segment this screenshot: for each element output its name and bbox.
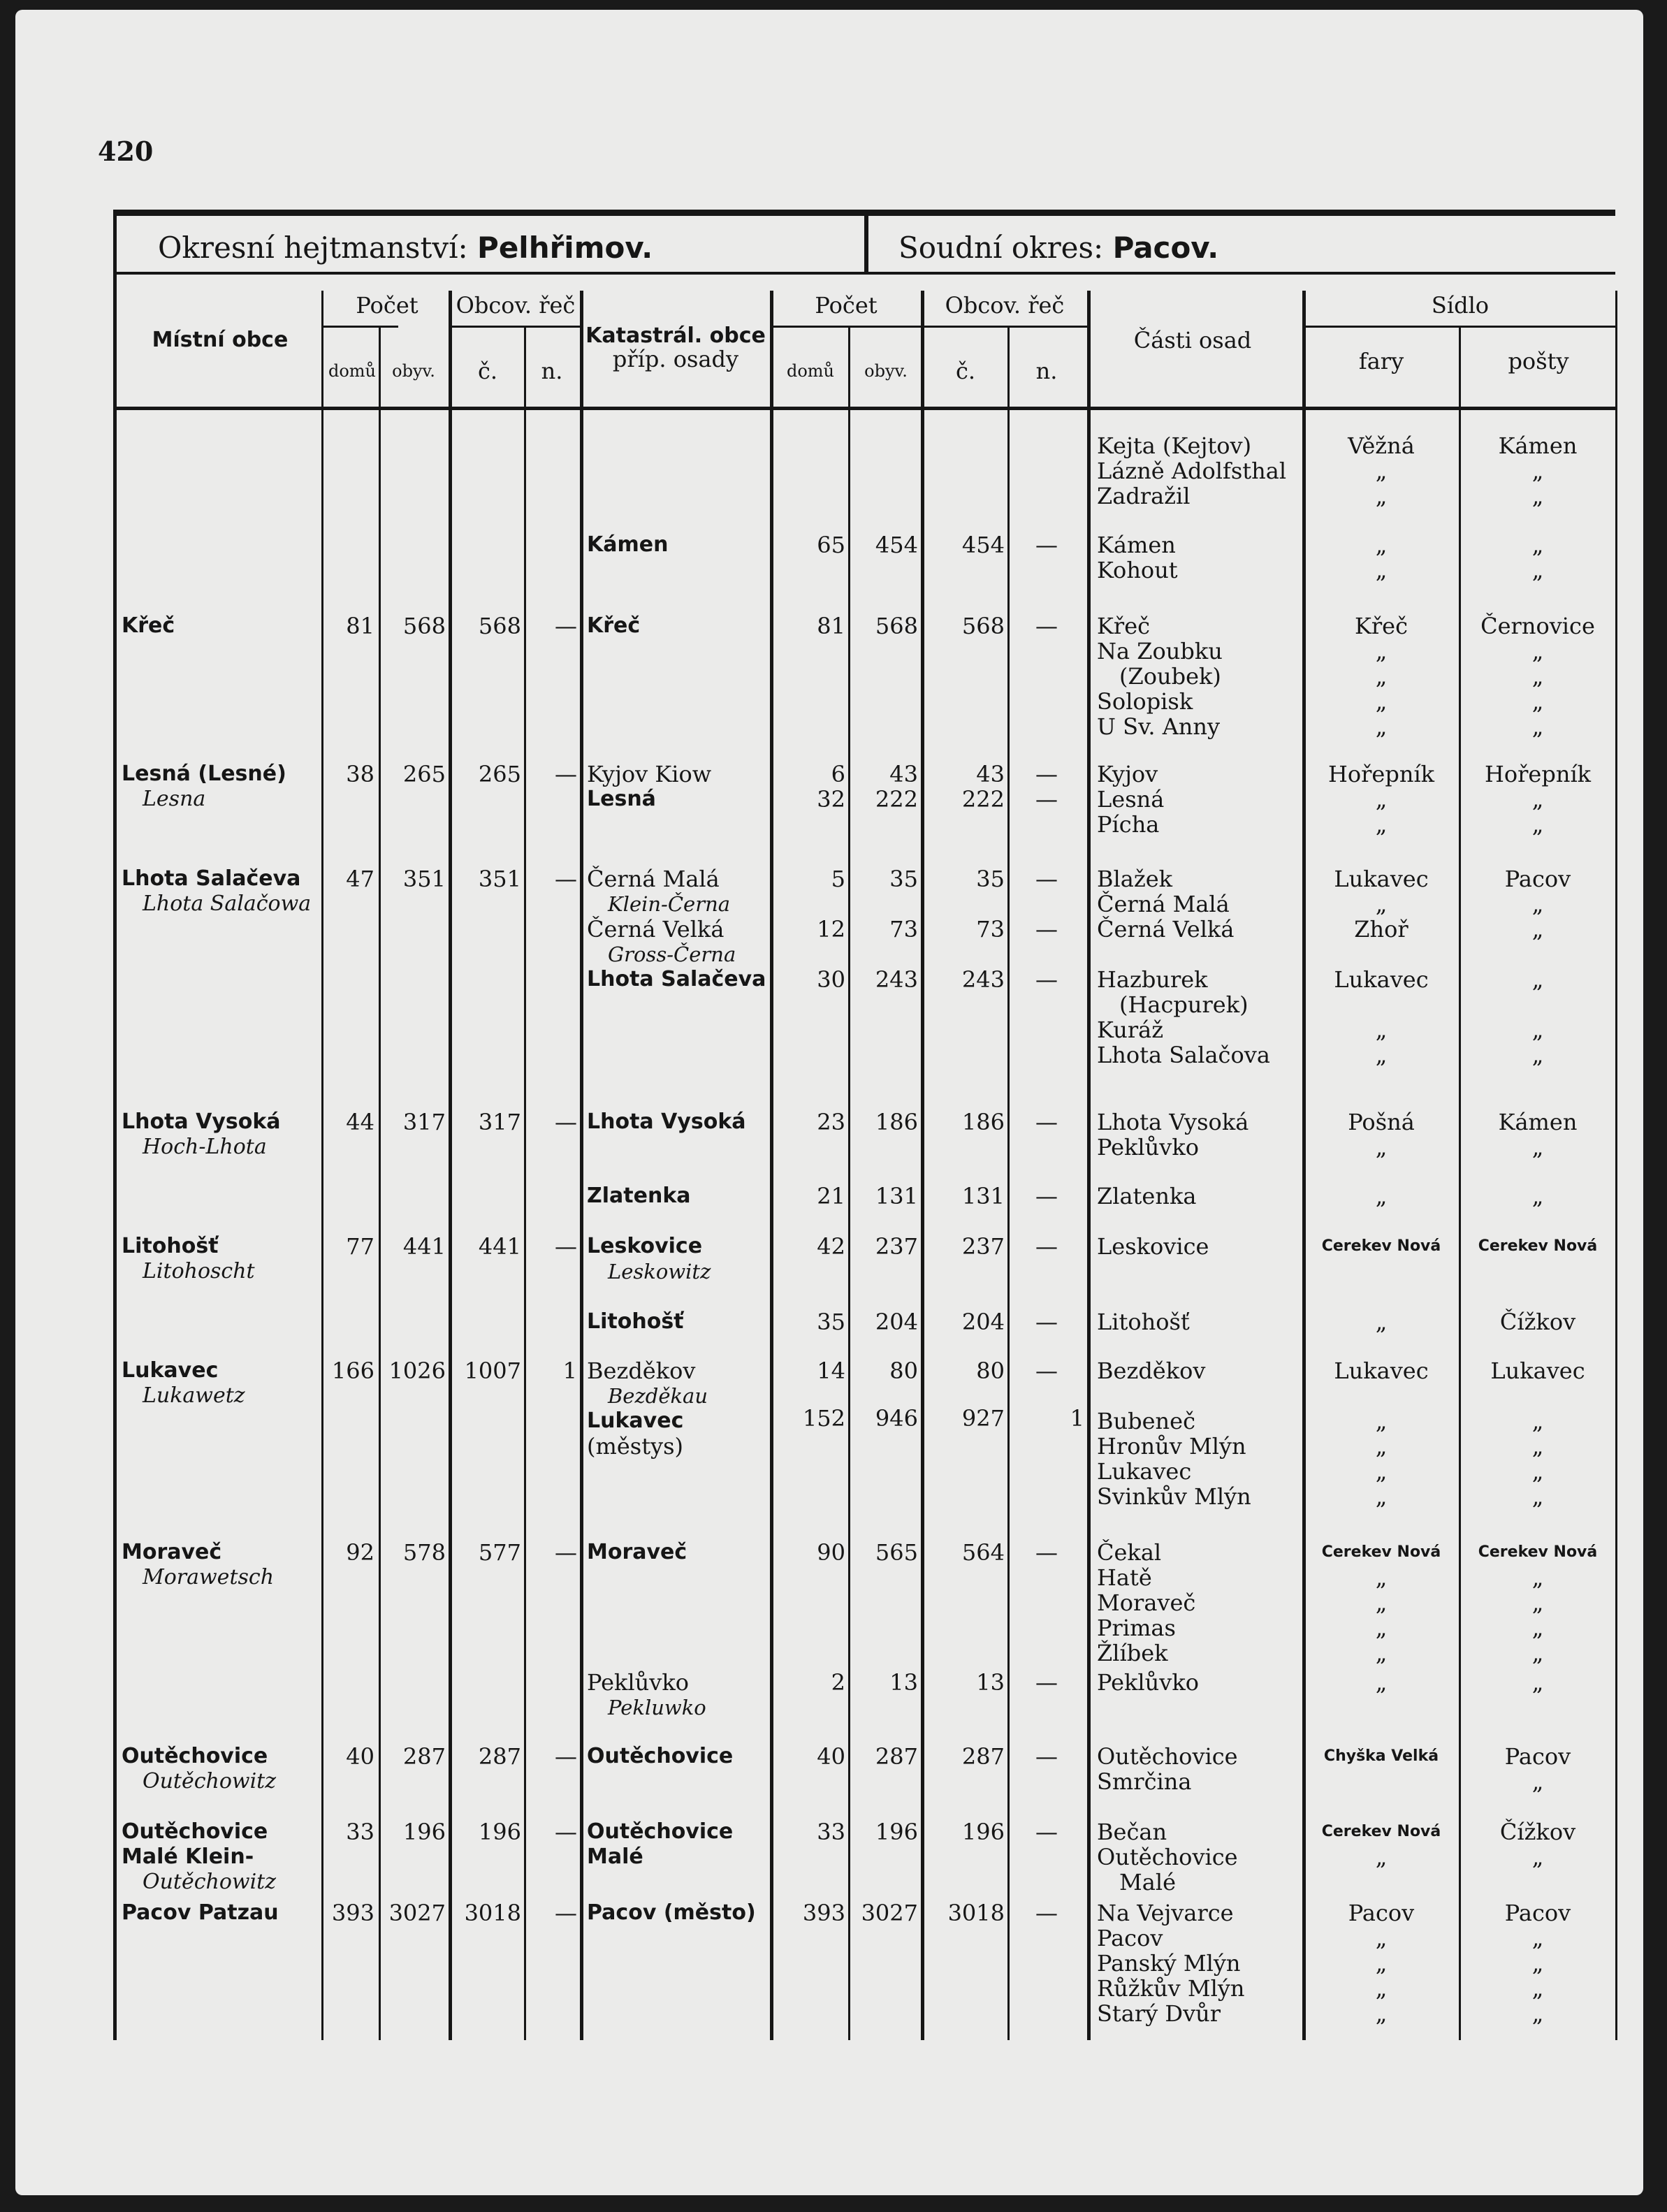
court-name: Pacov. [1112, 231, 1219, 265]
houses-count: 81 [346, 613, 374, 639]
czech-speakers: 577 [478, 1539, 521, 1566]
municipality-name: Outěchovice Malé Klein- Outěchowitz [122, 1819, 277, 1894]
rule [1087, 291, 1091, 2040]
cadastral-german: — [1035, 1669, 1058, 1696]
rule [1302, 291, 1306, 2040]
municipality-name [122, 1184, 320, 1234]
population-count [380, 1184, 446, 1209]
cadastral-czech: 73 [976, 916, 1005, 943]
district-label: Okresní hejtmanství: [158, 231, 468, 265]
population-count: 3027 [388, 1900, 446, 1926]
german-speakers: — [555, 613, 577, 639]
post-office: Čížkov [1499, 1309, 1576, 1335]
col-obcov-rec-2: Obcov. řeč [945, 292, 1065, 319]
parish-seat: Cerekev Nová [1321, 1237, 1441, 1255]
cadastral-czech: 243 [961, 966, 1005, 993]
post-office: Pacov „ „ „ „ „ [1504, 866, 1571, 1068]
post-office: Kámen „ „ [1498, 432, 1578, 509]
cadastral-german: — [1035, 1233, 1058, 1260]
cadastral-population: 243 [875, 966, 918, 993]
houses-count: 393 [331, 1900, 374, 1926]
cadastral-german: — [1035, 866, 1058, 892]
houses-count: 38 [346, 761, 374, 787]
parish-seat: „ [1375, 1183, 1388, 1209]
population-count: 287 [402, 1743, 446, 1770]
cadastral-czech: 186 [961, 1109, 1005, 1135]
czech-speakers: 3018 [464, 1900, 521, 1926]
col-domu-2: domů [786, 361, 835, 381]
cadastral-german: 1 [1070, 1405, 1084, 1432]
header-divider [864, 216, 868, 275]
cadastral-houses: 21 [817, 1183, 845, 1209]
post-office: Čížkov „ [1499, 1819, 1576, 1870]
municipality-name [122, 1670, 320, 1720]
cadastral-czech: 131 [961, 1183, 1005, 1209]
cadastral-population: 35 [889, 866, 918, 892]
cadastral-population: 73 [889, 916, 918, 943]
col-obcov-rec: Obcov. řeč [456, 292, 576, 319]
settlement-parts: Na Vejvarce Pacov Panský Mlýn Růžkův Mlýn Starý Dvůr [1097, 1900, 1245, 2027]
settlement-parts: Bezděkov Bubeneč Hronův Mlýn Lukavec Svinkův Mlýn [1097, 1358, 1251, 1510]
cadastral-houses: 32 [817, 786, 845, 813]
cadastral-name: Bezděkov Bezděkau Lukavec (městys) [587, 1358, 708, 1460]
parish-seat: Cerekev Nová „ [1321, 1823, 1441, 1870]
settlement-parts: Outěchovice Smrčina [1097, 1743, 1238, 1795]
cadastral-czech: 3018 [947, 1900, 1005, 1926]
cadastral-houses: 23 [817, 1109, 845, 1135]
cadastral-houses: 6 [831, 761, 845, 787]
settlement-parts: Kámen Kohout [1097, 532, 1178, 583]
cadastral-czech: 204 [961, 1309, 1005, 1335]
parish-seat: „ [1375, 1669, 1388, 1696]
german-speakers: — [555, 1743, 577, 1770]
municipality-name: Pacov Patzau [122, 1900, 279, 1925]
german-speakers: — [555, 1539, 577, 1566]
cadastral-czech: 237 [961, 1233, 1005, 1260]
german-speakers: — [555, 1900, 577, 1926]
cadastral-population: 946 [875, 1405, 918, 1432]
houses-count: 33 [346, 1819, 374, 1845]
cadastral-czech: 454 [961, 532, 1005, 558]
parish-seat: Křeč „ „ „ „ [1354, 613, 1408, 740]
cadastral-czech: 287 [961, 1743, 1005, 1770]
czech-speakers [454, 1184, 521, 1209]
court-label: Soudní okres: [898, 231, 1104, 265]
houses-count [323, 1670, 374, 1695]
cadastral-houses: 33 [817, 1819, 845, 1845]
post-office: Kámen „ [1498, 1109, 1578, 1160]
settlement-parts: Litohošť [1097, 1309, 1190, 1335]
rule [921, 291, 924, 2040]
parish-seat: Lukavec „ Zhoř Lukavec „ „ [1334, 866, 1429, 1068]
german-speakers: — [555, 1819, 577, 1845]
rule [1459, 327, 1461, 2040]
cadastral-name: Černá Malá Klein-Černa Černá Velká Gross-Černa Lhota Salačeva [587, 866, 766, 991]
col-obyv-2: obyv. [864, 361, 908, 381]
population-count: 568 [402, 613, 446, 639]
cadastral-czech: 568 [961, 613, 1005, 639]
court-heading [898, 231, 1218, 265]
houses-count: 40 [346, 1743, 374, 1770]
settlement-parts: Blažek Černá Malá Černá Velká Hazburek (Hacpurek) Kuráž Lhota Salačova [1097, 866, 1270, 1068]
municipality-name [122, 1309, 320, 1360]
cadastral-german: — [1035, 916, 1058, 943]
czech-speakers: 568 [478, 613, 521, 639]
houses-count: 92 [346, 1539, 374, 1566]
german-speakers [525, 532, 577, 558]
population-count [380, 1309, 446, 1334]
cadastral-name: Outěchovice [587, 1744, 734, 1768]
czech-speakers: 351 [478, 866, 521, 892]
municipality-name: Lukavec Lukawetz [122, 1358, 245, 1408]
parish-seat: „ „ [1375, 532, 1388, 583]
cadastral-german: — [1035, 761, 1058, 787]
cadastral-czech: 43 [976, 761, 1005, 787]
municipality-name: Outěchovice Outěchowitz [122, 1744, 277, 1793]
houses-count [323, 1184, 374, 1209]
cadastral-houses: 2 [831, 1669, 845, 1696]
cadastral-population: 43 [889, 761, 918, 787]
municipality-name [122, 532, 320, 583]
municipality-name: Moraveč Morawetsch [122, 1540, 275, 1589]
district-heading [158, 231, 653, 265]
cadastral-houses: 5 [831, 866, 845, 892]
col-pocet-2: Počet [815, 292, 878, 319]
population-count [380, 433, 446, 458]
col-mistni-obce: Místní obce [152, 328, 289, 352]
rule [773, 326, 921, 328]
district-name: Pelhřimov. [477, 231, 653, 265]
german-speakers: — [555, 1109, 577, 1135]
post-office: Cerekev Nová [1478, 1237, 1598, 1255]
cadastral-houses: 65 [817, 532, 845, 558]
top-rule [113, 210, 1615, 216]
german-speakers: — [555, 1233, 577, 1260]
rule [451, 326, 583, 328]
cadastral-houses: 42 [817, 1233, 845, 1260]
german-speakers: — [555, 866, 577, 892]
cadastral-houses: 393 [802, 1900, 845, 1926]
rule [1615, 291, 1617, 2040]
col-n: n. [541, 358, 563, 384]
cadastral-german: — [1035, 532, 1058, 558]
municipality-name: Lhota Vysoká Hoch-Lhota [122, 1109, 281, 1159]
cadastral-population: 454 [875, 532, 918, 558]
czech-speakers [454, 1309, 521, 1334]
cadastral-name: Leskovice Leskowitz [587, 1234, 711, 1283]
settlement-parts: Peklůvko [1097, 1669, 1199, 1696]
rule [924, 326, 1089, 328]
cadastral-population: 186 [875, 1109, 918, 1135]
parish-seat: Pošná „ [1348, 1109, 1415, 1160]
cadastral-houses: 152 [802, 1405, 845, 1432]
czech-speakers [454, 433, 521, 458]
col-posty: pošty [1508, 348, 1569, 374]
german-speakers: 1 [562, 1358, 577, 1384]
czech-speakers: 196 [478, 1819, 521, 1845]
settlement-parts: Leskovice [1097, 1233, 1209, 1260]
col-domu: domů [328, 361, 377, 381]
houses-count [323, 532, 374, 558]
cadastral-german: — [1035, 1819, 1058, 1845]
population-count: 441 [402, 1233, 446, 1260]
cadastral-german: — [1035, 1539, 1058, 1566]
cadastral-population: 568 [875, 613, 918, 639]
houses-count: 47 [346, 866, 374, 892]
cadastral-name: Pacov (město) [587, 1900, 756, 1925]
cadastral-population: 237 [875, 1233, 918, 1260]
settlement-parts: Lhota Vysoká Peklůvko [1097, 1109, 1249, 1160]
col-pocet: Počet [356, 292, 418, 319]
czech-speakers: 441 [478, 1233, 521, 1260]
cadastral-german: — [1035, 786, 1058, 813]
cadastral-czech [925, 433, 1005, 458]
cadastral-houses: 14 [817, 1358, 845, 1384]
czech-speakers [454, 532, 521, 558]
col-fary: fary [1358, 348, 1404, 374]
cadastral-population: 196 [875, 1819, 918, 1845]
cadastral-houses: 30 [817, 966, 845, 993]
col-n-2: n. [1035, 358, 1058, 384]
rule [580, 291, 583, 2040]
post-office: Hořepník „ „ [1484, 761, 1592, 838]
cadastral-name: Moraveč [587, 1540, 687, 1564]
municipality-name: Lesná (Lesné) Lesna [122, 762, 286, 811]
cadastral-houses: 90 [817, 1539, 845, 1566]
houses-count: 166 [331, 1358, 374, 1384]
settlement-parts: Bečan Outěchovice Malé [1097, 1819, 1238, 1896]
col-casti-osad: Části osad [1133, 327, 1252, 354]
cadastral-german: — [1035, 1743, 1058, 1770]
houses-count: 44 [346, 1109, 374, 1135]
cadastral-houses: 12 [817, 916, 845, 943]
cadastral-german: — [1035, 966, 1058, 993]
cadastral-name: Lhota Vysoká [587, 1109, 746, 1134]
cadastral-czech: 222 [961, 786, 1005, 813]
population-count [380, 532, 446, 558]
page-number: 420 [98, 136, 154, 167]
cadastral-population: 565 [875, 1539, 918, 1566]
post-office: Pacov „ „ „ „ [1504, 1900, 1571, 2027]
cadastral-population: 3027 [861, 1900, 918, 1926]
cadastral-german: — [1035, 1358, 1058, 1384]
cadastral-population: 80 [889, 1358, 918, 1384]
post-office: „ „ [1531, 532, 1544, 583]
cadastral-name: Zlatenka [587, 1184, 691, 1208]
german-speakers [525, 1184, 577, 1209]
cadastral-population: 131 [875, 1183, 918, 1209]
cadastral-houses: 40 [817, 1743, 845, 1770]
parish-seat: Chyška Velká [1323, 1747, 1439, 1765]
parish-seat: Lukavec „ „ „ „ [1334, 1358, 1429, 1510]
population-count: 351 [402, 866, 446, 892]
cadastral-name: Kámen [587, 532, 669, 557]
rule [449, 291, 452, 2040]
rule [113, 275, 117, 2040]
cadastral-german: — [1035, 613, 1058, 639]
post-office: Pacov „ [1504, 1743, 1571, 1795]
cadastral-houses: 35 [817, 1309, 845, 1335]
czech-speakers: 287 [478, 1743, 521, 1770]
post-office: Černovice „ „ „ „ [1480, 613, 1595, 740]
col-sidlo: Sídlo [1431, 292, 1490, 319]
register-table [113, 210, 1615, 2040]
german-speakers [525, 1670, 577, 1695]
municipality-name: Litohošť Litohoscht [122, 1234, 255, 1283]
german-speakers: — [555, 761, 577, 787]
parish-seat: „ [1375, 1309, 1388, 1335]
czech-speakers: 1007 [464, 1358, 521, 1384]
houses-count: 77 [346, 1233, 374, 1260]
population-count: 317 [402, 1109, 446, 1135]
cadastral-name: Křeč [587, 613, 641, 638]
cadastral-czech: 927 [961, 1405, 1005, 1432]
houses-count [323, 433, 374, 458]
cadastral-name: Litohošť [587, 1309, 684, 1334]
cadastral-german: — [1035, 1900, 1058, 1926]
rule [323, 326, 398, 328]
cadastral-czech: 13 [976, 1669, 1005, 1696]
parish-seat: Pacov „ „ „ „ [1348, 1900, 1415, 2027]
parish-seat: Hořepník „ „ [1327, 761, 1435, 838]
population-count: 578 [402, 1539, 446, 1566]
population-count: 265 [402, 761, 446, 787]
population-count [380, 1670, 446, 1695]
col-katastral-1: Katastrál. obce [585, 323, 766, 348]
parish-seat: Cerekev Nová „ „ „ „ [1321, 1543, 1441, 1666]
cadastral-german [1009, 433, 1084, 458]
post-office: Lukavec „ „ „ „ [1490, 1358, 1585, 1510]
post-office: „ [1531, 1183, 1544, 1209]
cadastral-population: 222 [875, 786, 918, 813]
cadastral-czech: 564 [961, 1539, 1005, 1566]
cadastral-german: — [1035, 1109, 1058, 1135]
german-speakers [525, 1309, 577, 1334]
col-katastral-2: příp. osady [612, 346, 739, 372]
parish-seat: Věžná „ „ [1348, 432, 1415, 509]
col-obyv: obyv. [392, 361, 435, 381]
settlement-parts: Čekal Hatě Moraveč Primas Žlíbek [1097, 1539, 1196, 1666]
cadastral-houses: 81 [817, 613, 845, 639]
col-c-2: č. [955, 358, 976, 384]
population-count: 196 [402, 1819, 446, 1845]
cadastral-czech: 80 [976, 1358, 1005, 1384]
header-bottom-rule [113, 407, 1615, 410]
col-katastral [583, 324, 769, 372]
cadastral-german: — [1035, 1183, 1058, 1209]
settlement-parts: Kyjov Lesná Pícha [1097, 761, 1165, 838]
post-office: „ [1531, 1669, 1544, 1696]
cadastral-population [850, 433, 918, 458]
cadastral-population: 204 [875, 1309, 918, 1335]
post-office: Cerekev Nová „ „ „ „ [1478, 1543, 1598, 1666]
cadastral-czech: 196 [961, 1819, 1005, 1845]
population-count: 1026 [388, 1358, 446, 1384]
cadastral-german: — [1035, 1309, 1058, 1335]
municipality-name [122, 433, 320, 483]
page [15, 10, 1643, 2195]
cadastral-name: Peklůvko Pekluwko [587, 1669, 706, 1719]
cadastral-name: Outěchovice Malé [587, 1819, 734, 1869]
settlement-parts: Kejta (Kejtov) Lázně Adolfsthal Zadražil [1097, 432, 1287, 509]
czech-speakers [454, 1670, 521, 1695]
czech-speakers: 265 [478, 761, 521, 787]
col-c: č. [477, 358, 498, 384]
cadastral-population: 287 [875, 1743, 918, 1770]
settlement-parts: Zlatenka [1097, 1183, 1197, 1209]
cadastral-name [587, 433, 769, 458]
municipality-name: Lhota Salačeva Lhota Salačowa [122, 866, 312, 916]
houses-count [323, 1309, 374, 1334]
municipality-name: Křeč [122, 613, 175, 638]
cadastral-population: 13 [889, 1669, 918, 1696]
german-speakers [525, 433, 577, 458]
czech-speakers: 317 [478, 1109, 521, 1135]
cadastral-name: Kyjov Kiow Lesná [587, 761, 712, 811]
settlement-parts: Křeč Na Zoubku (Zoubek) Solopisk U Sv. Anny [1097, 613, 1223, 740]
cadastral-czech: 35 [976, 866, 1005, 892]
cadastral-houses [773, 433, 845, 458]
